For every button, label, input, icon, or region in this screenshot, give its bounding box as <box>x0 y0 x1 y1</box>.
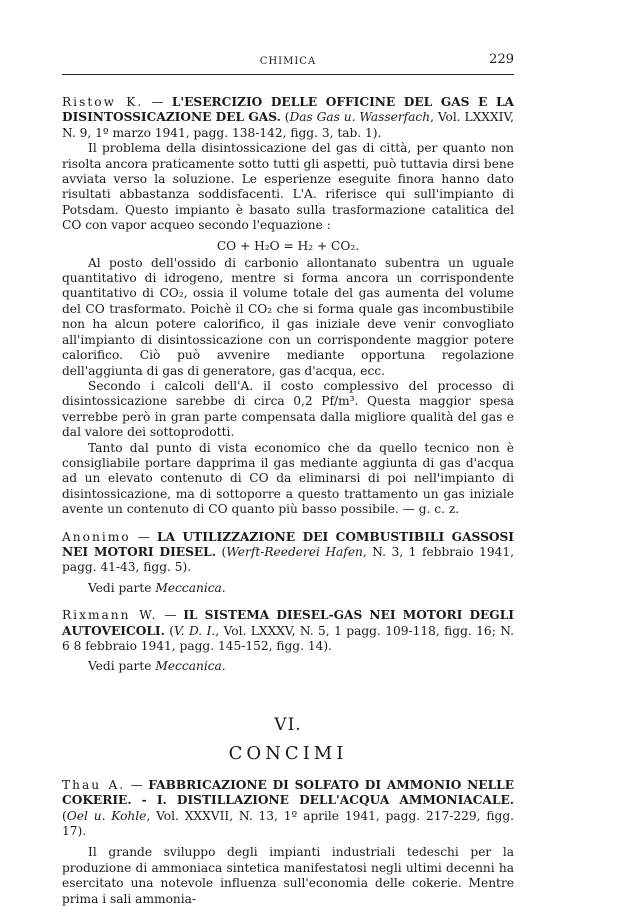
entry-title: FABBRICAZIONE DI SOLFATO DI AMMONIO NELLE COKERIE. - I. DISTILLAZIONE DELL'ACQUA AMMONIACALE. <box>62 777 514 808</box>
entry-author: Thau A. <box>62 777 126 792</box>
entry-details: , N. 3, 1 febbraio 1941, pagg. 41-43, figg. 5). <box>62 544 514 575</box>
see-also <box>62 581 514 596</box>
entry-journal: Oel u. Kohle <box>66 808 147 823</box>
entry-author: Rixmann W. <box>62 608 158 623</box>
see-prefix: Vedi parte <box>88 580 152 595</box>
see-target: Meccanica. <box>155 659 226 674</box>
bibliographic-entry <box>62 778 514 907</box>
entry-title: IL SISTEMA DIESEL-GAS NEI MOTORI DEGLI AUTOVEICOLI. <box>62 608 514 638</box>
page <box>62 52 514 919</box>
abstract-paragraph: Al posto dell'ossido di carbonio allontanato subentra un uguale quantitativo di idrogeno, mentre si forma ancora un corrispondente quantitativo di CO₂, ossia il volume totale del gas aumenta del volume del CO trasformato. Poichè il CO₂ che si forma quale gas incombustibile non ha alcun potere calorifico, il gas iniziale deve venir convogliato all'impianto di disintossicazione con un corrispondente maggior potere calorifico. Ciò può avvenire mediante opportuna regolazione dell'aggiunta di gas di generatore, gas d'acqua, ecc. <box>62 255 514 378</box>
entry-journal: V. D. I. <box>174 623 216 638</box>
abstract-paragraph: Il grande sviluppo degli impianti industriali tedeschi per la produzione di ammoniaca sintetica manifestatosi negli ultimi decenni ha esercitato una notevole influenza sull'economia delle cokerie. Mentre prima i sali ammonia- <box>62 845 514 906</box>
entry-journal: Werft-Reederei Hafen <box>226 544 363 559</box>
equation: CO + H₂O = H₂ + CO₂. <box>216 238 360 253</box>
page-number: 229 <box>489 52 514 67</box>
entry-reference: Anonimo — LA UTILIZZAZIONE DEI COMBUSTIBILI GASSOSI NEI MOTORI DIESEL. (Werft-Reederei Hafen, N. 3, 1 febbraio 1941, pagg. 41-43, figg. 5). <box>62 529 514 575</box>
bibliographic-entry <box>62 530 514 597</box>
bibliographic-entry <box>62 608 514 675</box>
entry-reference: Ristow K. — L'ESERCIZIO DELLE OFFICINE DEL GAS E LA DISINTOSSICAZIONE DEL GAS. (Das Gas u. Wasserfach, Vol. LXXXIV, N. 9, 1º marzo 1941, pagg. 138-142, figg. 3, tab. 1). <box>62 95 515 140</box>
section-number: VI. <box>274 714 302 735</box>
entry-title: LA UTILIZZAZIONE DEI COMBUSTIBILI GASSOSI NEI MOTORI DIESEL. <box>62 529 514 559</box>
entry-reference: Rixmann W. — IL SISTEMA DIESEL-GAS NEI MOTORI DEGLI AUTOVEICOLI. (V. D. I., Vol. LXXXV, N. 5, 1 pagg. 109-118, figg. 16; N. 6 8 febbraio 1941, pagg. 145-152, figg. 14). <box>62 608 514 653</box>
running-title: CHIMICA <box>259 56 317 67</box>
see-target: Meccanica. <box>155 580 226 595</box>
see-prefix: Vedi parte <box>88 659 152 674</box>
bibliographic-entry <box>62 95 514 518</box>
abstract-paragraph: Secondo i calcoli dell'A. il costo complessivo del processo di disintossicazione sarebbe di circa 0,2 Pf/m³. Questa maggior spesa verrebbe però in gran parte compensata dalla migliore qualità del gas e dal valore dei sottoprodotti. <box>62 378 514 440</box>
entry-author: Ristow K. <box>62 95 144 109</box>
see-also <box>62 659 514 674</box>
section-title: CONCIMI <box>228 742 348 764</box>
running-header <box>62 52 514 70</box>
entry-title: L'ESERCIZIO DELLE OFFICINE DEL GAS E LA DISINTOSSICAZIONE DEL GAS. <box>62 95 514 125</box>
entry-author: Anonimo <box>62 529 131 544</box>
entry-details: , Vol. LXXXIV, N. 9, 1º marzo 1941, pagg. 138-142, figg. 3, tab. 1). <box>62 110 515 140</box>
entry-reference: Thau A. — FABBRICAZIONE DI SOLFATO DI AMMONIO NELLE COKERIE. - I. DISTILLAZIONE DELL'ACQUA AMMONIACALE. (Oel u. Kohle, Vol. XXXVII, N. 13, 1º aprile 1941, pagg. 217-229, figg. 17). <box>62 777 514 839</box>
entry-details: , Vol. XXXVII, N. 13, 1º aprile 1941, pagg. 217-229, figg. 17). <box>62 808 514 839</box>
entry-journal: Das Gas u. Wasserfach <box>289 110 431 125</box>
abstract-paragraph: Il problema della disintossicazione del gas di città, per quanto non risolta ancora praticamente sotto tutti gli aspetti, può tuttavia dirsi bene avviata verso la soluzione. Le esperienze eseguite finora hanno dato risultati abbastanza soddisfacenti. L'A. riferisce qui sull'impianto di Potsdam. Questo impianto è basato sulla trasformazione catalitica del CO con vapor acqueo secondo l'equazione : <box>62 141 514 233</box>
entry-details: , Vol. LXXXV, N. 5, 1 pagg. 109-118, figg. 16; N. 6 8 febbraio 1941, pagg. 145-152, figg. 14). <box>62 623 514 653</box>
header-rule <box>62 74 514 75</box>
abstract-paragraph: Tanto dal punto di vista economico che da quello tecnico non è consigliabile portare dapprima il gas mediante aggiunta di gas d'acqua ad un elevato contenuto di CO da eliminarsi di poi nell'impianto di disintossicazione, ma di sottoporre a questo trattamento un gas iniziale avente un contenuto di CO quanto più basso possibile. — g. c. z. <box>62 440 514 517</box>
